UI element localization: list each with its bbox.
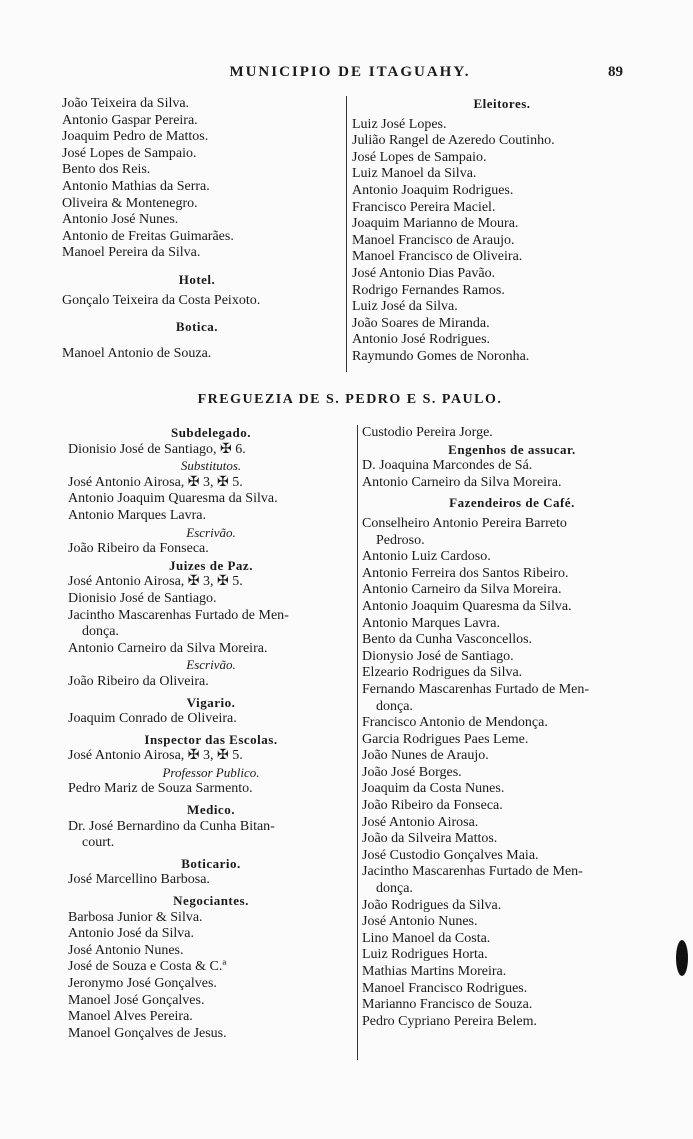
substitutos-list	[68, 475, 354, 525]
escrivao-entry: João Ribeiro da Fonseca.	[68, 541, 209, 557]
list-item: José Lopes de Sampaio.	[352, 149, 487, 165]
section-title: FREGUEZIA DE S. PEDRO E S. PAULO.	[197, 392, 503, 407]
botica-heading: Botica.	[175, 319, 219, 335]
juizes-list	[68, 574, 354, 657]
substitutos-heading: Substitutos.	[180, 458, 242, 474]
ink-blot	[676, 940, 688, 976]
list-item: Manoel Francisco de Araujo.	[352, 232, 515, 248]
list-item: José Lopes de Sampaio.	[62, 145, 197, 161]
list-item: Bento dos Reis.	[62, 162, 151, 178]
list-item: Luiz José da Silva.	[352, 299, 458, 315]
list-item: Jeronymo José Gonçalves.	[68, 976, 217, 991]
inspector-heading: Inspector das Escolas.	[144, 731, 278, 747]
list-item: Antonio José da Silva.	[68, 926, 194, 942]
list-item: Barbosa Junior & Silva.	[68, 909, 203, 925]
list-item: João Nunes de Araujo.	[362, 748, 489, 764]
list-item: Manoel Gonçalves de Jesus.	[68, 1025, 227, 1041]
list-item: Pedro Cypriano Pereira Belem.	[362, 1013, 537, 1029]
custodio-entry: Custodio Pereira Jorge.	[362, 425, 493, 440]
list-item: José Antonio Nunes.	[68, 942, 184, 958]
boticario-heading: Boticario.	[181, 855, 241, 871]
list-item: Dionisio José de Santiago.	[68, 590, 217, 606]
list-item: Antonio Carneiro da Silva Moreira.	[362, 474, 562, 490]
botica-entry: Manoel Antonio de Souza.	[62, 345, 212, 361]
list-item: Antonio Joaquim Rodrigues.	[352, 182, 514, 198]
list-item: Manoel Francisco de Oliveira.	[352, 249, 523, 265]
list-item: Bento da Cunha Vasconcellos.	[362, 632, 533, 648]
eleitores-list	[352, 117, 652, 366]
list-item: Elzeario Rodrigues da Silva.	[362, 665, 523, 681]
boticario-entry: José Marcellino Barbosa.	[68, 872, 210, 888]
list-item: Joaquim Marianno de Moura.	[352, 216, 519, 232]
hotel-entry: Gonçalo Teixeira da Costa Peixoto.	[62, 292, 261, 308]
section2-right-column	[362, 425, 662, 1030]
list-item: Luiz José Lopes.	[352, 116, 447, 132]
professor-entry: Pedro Mariz de Souza Sarmento.	[68, 781, 253, 797]
list-item: Francisco Antonio de Mendonça.	[362, 715, 548, 731]
list-item: João José Borges.	[362, 764, 462, 780]
list-item: Francisco Pereira Maciel.	[352, 199, 496, 215]
list-item: Mathias Martins Moreira.	[362, 964, 507, 979]
list-item: Antonio Luiz Cardoso.	[362, 549, 491, 565]
professor-heading: Professor Publico.	[162, 764, 260, 780]
medico-entry	[68, 819, 354, 852]
escrivao-entry-2: João Ribeiro da Oliveira.	[68, 673, 209, 689]
merchant-list	[62, 96, 332, 262]
list-item: João Rodrigues da Silva.	[362, 897, 502, 913]
escrivao-heading-2: Escrivão.	[186, 657, 236, 673]
list-item: donça.	[376, 698, 413, 714]
hotel-heading: Hotel.	[178, 271, 216, 287]
section2-left-column	[68, 425, 354, 1042]
list-item: Pedroso.	[376, 532, 425, 548]
eleitores-heading: Eleitores.	[473, 96, 531, 111]
subdelegado-heading: Subdelegado.	[170, 425, 252, 440]
list-item: João Ribeiro da Fonseca.	[362, 798, 503, 814]
list-item: Garcia Rodrigues Paes Leme.	[362, 731, 529, 747]
list-item: Antonio Carneiro da Silva Moreira.	[68, 640, 268, 656]
list-item: donça.	[82, 624, 119, 640]
list-item: Rodrigo Fernandes Ramos.	[352, 282, 505, 298]
engenhos-list	[362, 458, 662, 491]
section1-left-column	[62, 96, 332, 362]
list-item: Antonio Mathias da Serra.	[62, 178, 210, 194]
negociantes-heading: Negociantes.	[173, 893, 249, 909]
list-item: José de Souza e Costa & C.ª	[68, 959, 227, 975]
list-item: Antonio José Rodrigues.	[352, 332, 491, 348]
list-item: Antonio Marques Lavra.	[68, 507, 207, 523]
list-item: José Antonio Nunes.	[362, 914, 478, 930]
list-item: Luiz Manoel da Silva.	[352, 166, 477, 182]
medico-heading: Medico.	[187, 802, 235, 818]
list-item: Jacintho Mascarenhas Furtado de Men-	[68, 607, 289, 623]
page-number: 89	[608, 64, 623, 80]
section1-right-column	[352, 96, 652, 366]
list-item: Antonio Gaspar Pereira.	[62, 112, 198, 128]
list-item: Luiz Rodrigues Horta.	[362, 947, 488, 963]
list-item: Dr. José Bernardino da Cunha Bitan-	[68, 818, 275, 834]
vigario-heading: Vigario.	[186, 694, 236, 710]
list-item: Oliveira & Montenegro.	[62, 195, 198, 211]
list-item: Conselheiro Antonio Pereira Barreto	[362, 515, 567, 531]
list-item: Manoel Francisco Rodrigues.	[362, 980, 528, 996]
list-item: Joaquim da Costa Nunes.	[362, 781, 505, 797]
list-item: Fernando Mascarenhas Furtado de Men-	[362, 681, 590, 697]
list-item: Marianno Francisco de Souza.	[362, 997, 533, 1013]
list-item: Joaquim Pedro de Mattos.	[62, 129, 209, 145]
list-item: Jacintho Mascarenhas Furtado de Men-	[362, 864, 583, 880]
column-rule-bottom	[357, 425, 358, 1060]
column-rule-top	[346, 96, 347, 372]
list-item: Raymundo Gomes de Noronha.	[352, 348, 530, 364]
list-item: Manoel Alves Pereira.	[68, 1009, 193, 1025]
list-item: Manoel José Gonçalves.	[68, 992, 205, 1008]
vigario-entry: Joaquim Conrado de Oliveira.	[68, 711, 237, 727]
list-item: Lino Manoel da Costa.	[362, 930, 491, 946]
list-item: Antonio Joaquim Quaresma da Silva.	[68, 491, 278, 507]
list-item: José Antonio Dias Pavão.	[352, 265, 496, 281]
list-item: José Antonio Airosa, ✠ 3, ✠ 5.	[68, 574, 243, 590]
list-item: Antonio José Nunes.	[62, 212, 179, 228]
list-item: Antonio Carneiro da Silva Moreira.	[362, 582, 562, 598]
list-item: donça.	[376, 881, 413, 897]
running-head: MUNICIPIO DE ITAGUAHY.	[229, 64, 471, 80]
negociantes-list	[68, 910, 354, 1043]
list-item: João Teixeira da Silva.	[62, 96, 190, 111]
list-item: José Antonio Airosa, ✠ 3, ✠ 5.	[68, 474, 243, 490]
list-item: Manoel Pereira da Silva.	[62, 245, 201, 261]
juizes-heading: Juizes de Paz.	[169, 557, 253, 573]
list-item: João da Silveira Mattos.	[362, 831, 498, 847]
list-item: Antonio Joaquim Quaresma da Silva.	[362, 598, 572, 614]
list-item: Dionysio José de Santiago.	[362, 648, 514, 664]
list-item: Antonio de Freitas Guimarães.	[62, 228, 234, 244]
fazendeiros-list	[362, 516, 662, 1030]
list-item: Antonio Marques Lavra.	[362, 615, 501, 631]
list-item: Antonio Ferreira dos Santos Ribeiro.	[362, 565, 569, 581]
inspector-entry: José Antonio Airosa, ✠ 3, ✠ 5.	[68, 748, 243, 764]
escrivao-heading: Escrivão.	[186, 524, 236, 540]
list-item: José Antonio Airosa.	[362, 814, 479, 830]
list-item: João Soares de Miranda.	[352, 315, 490, 331]
list-item: D. Joaquina Marcondes de Sá.	[362, 458, 533, 474]
list-item: court.	[82, 835, 115, 851]
fazendeiros-heading: Fazendeiros de Café.	[449, 495, 575, 511]
list-item: José Custodio Gonçalves Maia.	[362, 847, 539, 863]
subdelegado-entry: Dionisio José de Santiago, ✠ 6.	[68, 441, 246, 457]
engenhos-heading: Engenhos de assucar.	[448, 441, 576, 457]
list-item: Julião Rangel de Azeredo Coutinho.	[352, 133, 555, 149]
